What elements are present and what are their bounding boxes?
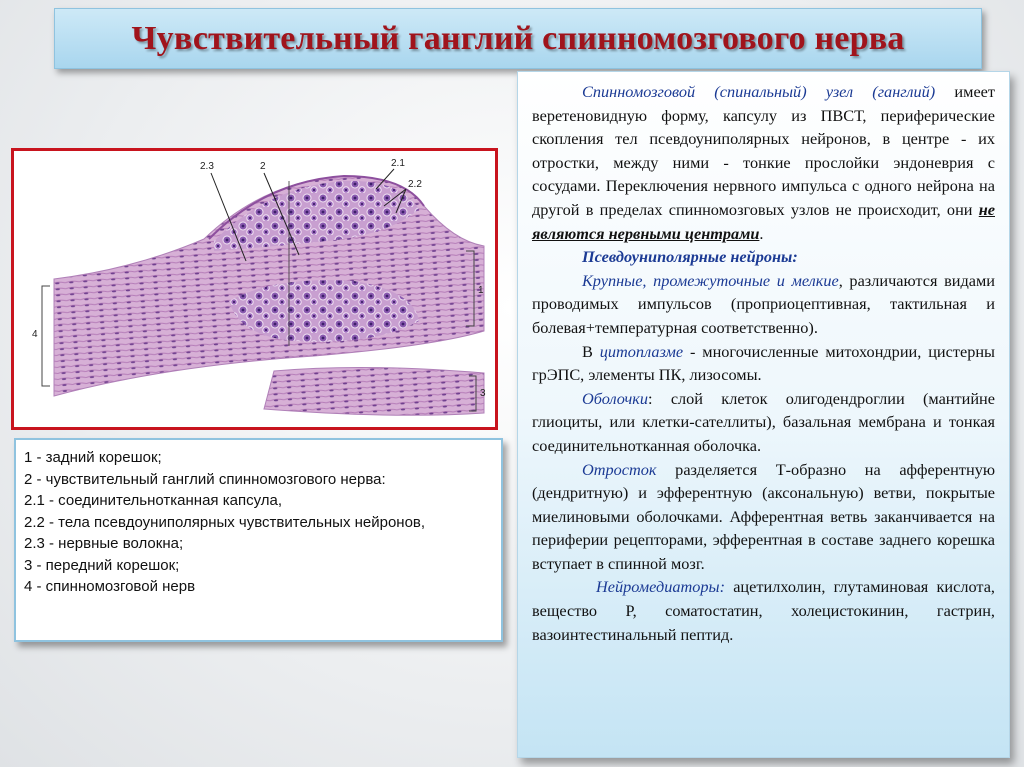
fig-label-1: 1 (478, 285, 484, 296)
legend-item: 2.3 - нервные волокна; (24, 535, 184, 552)
paragraph-mediators (532, 575, 995, 646)
paragraph-sizes (532, 269, 995, 340)
term-cytoplasm: цитоплазме (599, 341, 684, 361)
text-sizes: , различаются видами проводимых импульсов (проприоцептивная, тактильная и болевая+температурная соответственно). (532, 270, 996, 337)
text-mediators: ацетилхолин, глутаминовая кислота, вещество Р, соматостатин, холецистокинин, гастрин, вазоинтестинальный пептид. (532, 577, 995, 644)
paragraph-ganglion (532, 80, 995, 245)
term-sheaths: Оболочки (582, 388, 649, 408)
fig-label-2-2: 2.2 (408, 179, 422, 190)
text-period: . (759, 223, 764, 243)
term-sizes: Крупные, промежуточные и мелкие (582, 270, 839, 290)
slide-title: Чувствительный ганглий спинномозгового нерва (131, 19, 905, 57)
neurons-heading-text: Псевдоуниполярные нейроны: (582, 247, 798, 267)
text-cytoplasm: - многочисленные митохондрии, цистерны грЭПС, элементы ПК, лизосомы. (532, 341, 995, 385)
description-panel (517, 71, 1010, 758)
legend-item: 2 - чувствительный ганглий спинномозгового нерва: (24, 470, 386, 488)
figure-legend (14, 438, 503, 642)
text-cytoplasm-pre: В (582, 341, 600, 361)
fig-label-2-3: 2.3 (200, 161, 214, 172)
emphasis-not-centers: не являются нервными центрами (532, 199, 995, 243)
paragraph-cytoplasm (532, 340, 995, 387)
legend-item: 2.1 - соединительнотканная капсула, (24, 492, 283, 509)
legend-item: 1 - задний корешок; (24, 449, 162, 466)
fig-label-4: 4 (32, 329, 38, 340)
ganglion-micrograph (14, 151, 495, 427)
text-ganglion: имеет веретеновидную форму, капсулу из ПВСТ, периферические скопления тел псевдоуниполярных нейронов, в центре - их отростки, между ними - тонкие прослойки эндоневрия с сосудами. Переключения нервного импульса с одного нейрона на другой в пределах спинномозговых узлов не происходит, они (532, 82, 996, 219)
term-ganglion: Спинномозговой (спинальный) узел (ганглий) (582, 82, 936, 101)
text-sheaths: : слой клеток олигодендроглии (мантийне глиоциты, или клетки-сателлиты), базальная мембрана и тонкая соединительнотканная оболочка. (532, 388, 995, 455)
legend-item: 2.2 - тела псевдоуниполярных чувствительных нейронов, (24, 513, 426, 531)
heading-neurons (532, 245, 995, 269)
title-banner (54, 8, 982, 69)
text-process: разделяется Т-образно на афферентную (дендритную) и эфферентную (аксональную) ветви, покрытые миелиновыми оболочками. Афферентная ветвь заканчивается на периферии рецепторами, эфферентная в составе заднего корешка вступает в спинной мозг. (532, 459, 995, 573)
fig-label-2-1: 2.1 (391, 158, 405, 169)
term-mediators: Нейромедиаторы: (596, 577, 726, 597)
paragraph-process (532, 458, 995, 576)
term-process: Отросток (582, 459, 657, 479)
fig-label-2: 2 (260, 161, 266, 172)
legend-item: 4 - спинномозговой нерв (24, 578, 196, 595)
fig-label-3: 3 (480, 388, 486, 399)
paragraph-sheaths (532, 387, 995, 458)
histology-figure (11, 148, 498, 430)
legend-item: 3 - передний корешок; (24, 556, 180, 574)
